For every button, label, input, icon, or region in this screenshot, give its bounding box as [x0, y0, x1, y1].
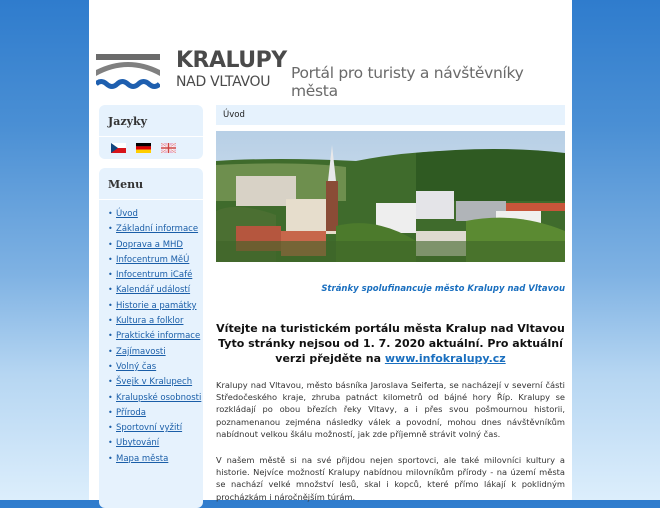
menu-link-uvod[interactable]: Úvod [116, 209, 138, 219]
languages-box [99, 105, 203, 159]
menu-item [108, 239, 203, 251]
menu-item [108, 422, 203, 434]
intro-paragraph-2: V našem městě si na své přijdou nejen sportovci, ale také milovníci kultury a historie. Nejvíce možností Kralupy nabídnou milovníkům přírody - na území města se nachází velké množství lesů, skal i kopců, které přímo lákají k poklidným procházkám i náročnějším túrám. [216, 455, 565, 502]
menu-item [108, 284, 203, 296]
menu-link-ubytovani[interactable]: Ubytování [116, 438, 160, 449]
logo-subtitle: NAD VLTAVOU [176, 74, 271, 90]
menu-link-zakladni-informace[interactable]: Základní informace [116, 224, 199, 235]
cofinance-note: Stránky spolufinancuje město Kralupy nad Vltavou [321, 284, 565, 294]
town-photo [216, 131, 565, 262]
menu-link-volny-cas[interactable]: Volný čas [116, 361, 157, 372]
uk-flag-icon[interactable] [161, 143, 176, 153]
menu-item [108, 346, 203, 358]
menu-link-doprava[interactable]: Doprava a MHD [116, 239, 183, 250]
infokralupy-link[interactable]: www.infokralupy.cz [384, 352, 506, 365]
menu-item [108, 208, 203, 220]
town-panorama-image [216, 131, 565, 262]
logo-icon [96, 52, 160, 92]
menu-item [108, 453, 203, 465]
menu-link-infocentrum-meu[interactable]: Infocentrum MěÚ [116, 254, 190, 265]
menu-link-infocentrum-icafe[interactable]: Infocentrum iCafé [116, 270, 193, 281]
czech-flag-icon[interactable] [111, 143, 126, 153]
breadcrumb [216, 105, 565, 125]
menu-box [99, 168, 203, 508]
menu-link-historie[interactable]: Historie a památky [116, 300, 197, 311]
welcome-message [216, 321, 565, 366]
welcome-heading: Vítejte na turistickém portálu města Kralup nad Vltavou [216, 322, 565, 335]
menu-link-zajimavosti[interactable]: Zajímavosti [116, 346, 166, 357]
menu-item [108, 300, 203, 312]
menu-link-mapa[interactable]: Mapa města [116, 453, 169, 464]
welcome-notice [216, 336, 565, 366]
language-flags [99, 137, 203, 162]
menu-link-sport[interactable]: Sportovní vyžití [116, 423, 183, 434]
menu-link-kalendar[interactable]: Kalendář událostí [116, 285, 191, 296]
site-logo[interactable] [96, 50, 286, 94]
menu-link-svejk[interactable]: Švejk v Kralupech [116, 377, 193, 388]
menu-item [108, 330, 203, 342]
menu-item [108, 437, 203, 449]
menu-item [108, 315, 203, 327]
intro-paragraph-1: Kralupy nad Vltavou, město básníka Jaroslava Seiferta, se nacházejí v severní části Středočeského kraje, zhruba patnáct kilometrů od bájné hory Říp. Kralupy se rozkládají po obou březích řeky Vltavy, a i přes svou pošmournou historii, poznamenanou zejména následky válek a povodní, mohou dnes návštěvníkům nabídnout velkou škálu možností, jak zde příjemně strávit volný čas. [216, 380, 565, 439]
page-container [89, 0, 572, 500]
menu-item [108, 269, 203, 281]
menu-item [108, 407, 203, 419]
menu-title: Menu [99, 168, 203, 200]
menu-item [108, 361, 203, 373]
languages-title: Jazyky [99, 105, 203, 137]
header [89, 0, 572, 100]
logo-title: KRALUPY [176, 48, 287, 73]
menu-item [108, 392, 203, 404]
menu-link-kultura[interactable]: Kultura a folklor [116, 316, 184, 327]
menu-link-priroda[interactable]: Příroda [116, 407, 146, 418]
menu-link-prakticke-informace[interactable]: Praktické informace [116, 331, 201, 342]
site-tagline: Portál pro turisty a návštěvníky města [291, 64, 524, 100]
menu-item [108, 376, 203, 388]
german-flag-icon[interactable] [136, 143, 151, 153]
menu-list [99, 200, 203, 465]
breadcrumb-current: Úvod [223, 110, 245, 120]
welcome-notice-text: Tyto stránky nejsou od 1. 7. 2020 aktuální. Pro aktuální verzi přejděte na [218, 337, 563, 365]
menu-item [108, 254, 203, 266]
menu-item [108, 223, 203, 235]
menu-link-osobnosti[interactable]: Kralupské osobnosti [116, 392, 202, 403]
